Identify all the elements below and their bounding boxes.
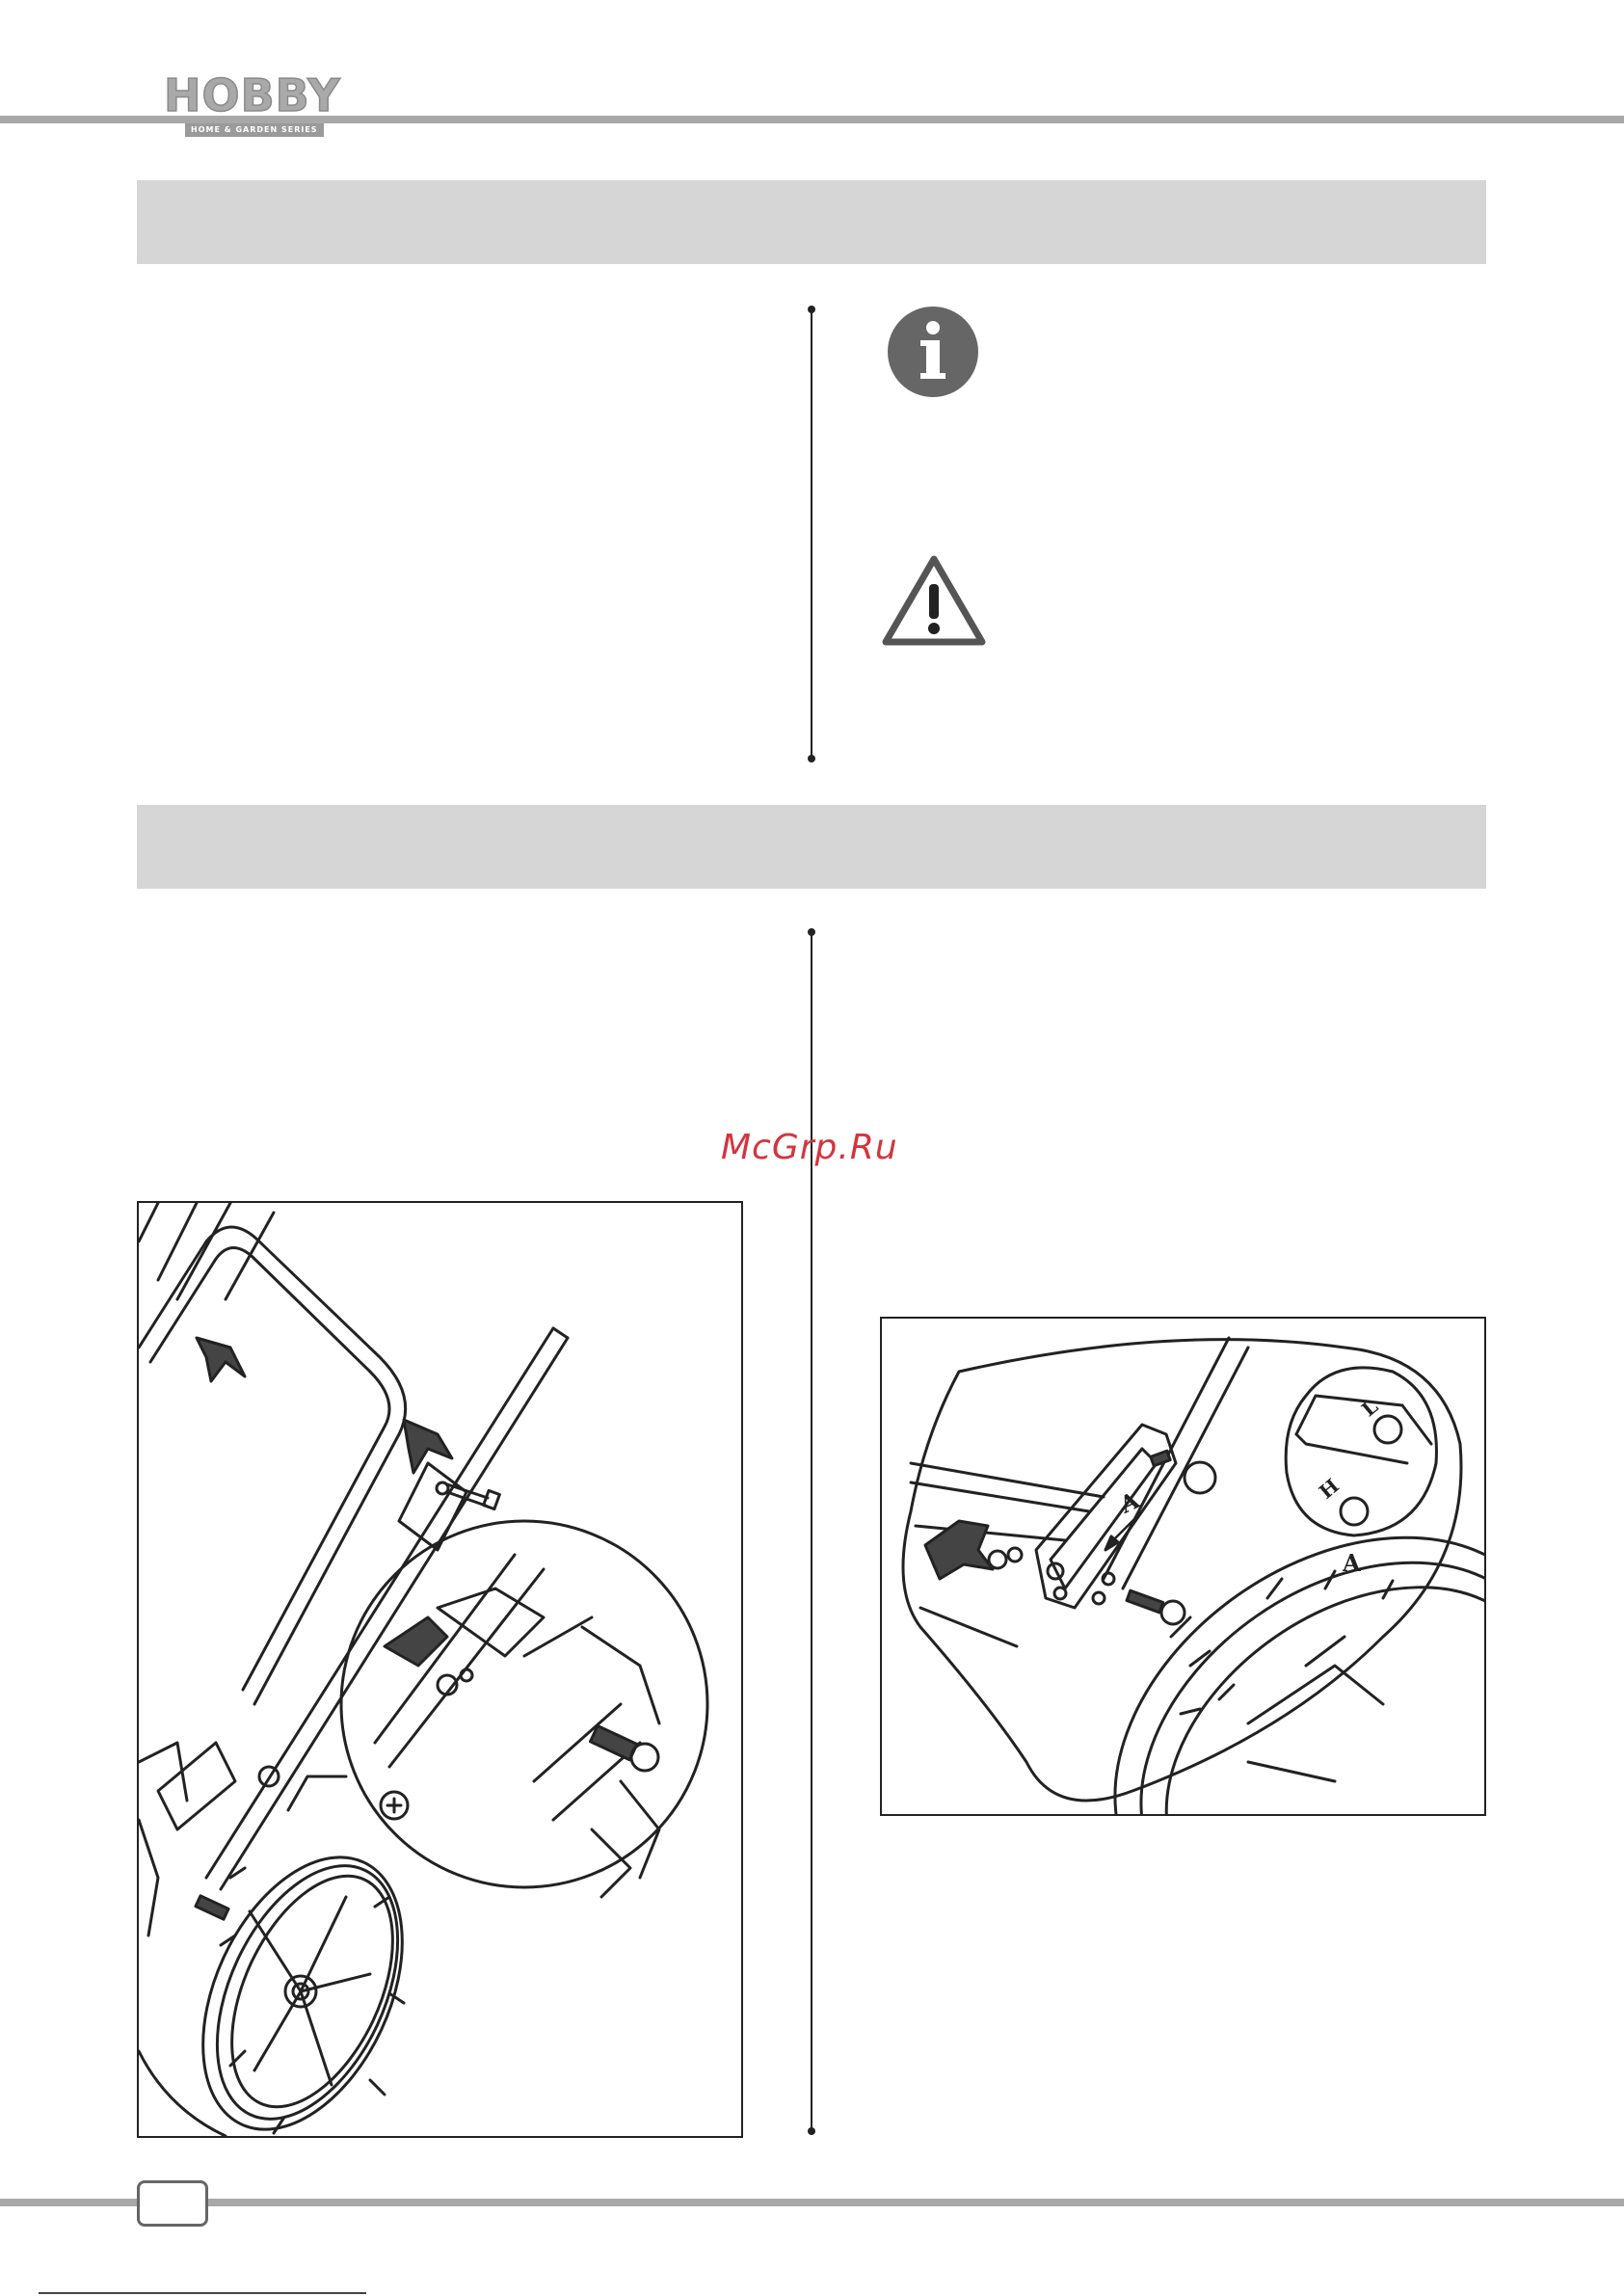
section-heading-band-1	[137, 180, 1486, 264]
brand-logo	[164, 69, 357, 137]
label-a-bracket: A	[1115, 1485, 1144, 1519]
footer-thin-rule	[39, 2292, 366, 2294]
divider-dot-bottom-2	[808, 2127, 815, 2135]
height-adjustment-drawing	[882, 1319, 1484, 1814]
divider-dot-bottom-1	[808, 755, 815, 762]
figure-height-adjustment	[880, 1317, 1486, 1816]
label-h: H	[1314, 1474, 1344, 1504]
brand-tagline: HOME & GARDEN SERIES	[185, 123, 324, 137]
handle-assembly-drawing	[139, 1203, 741, 2136]
brand-name: HOBBY	[164, 69, 341, 121]
watermark: McGrp.Ru	[721, 1128, 898, 1167]
column-divider-1	[811, 309, 812, 759]
warning-icon	[881, 553, 987, 648]
footer-rule	[0, 2199, 1624, 2206]
label-a-zoom: A	[1343, 1549, 1361, 1577]
label-l: L	[1357, 1394, 1383, 1422]
column-divider-2	[811, 932, 812, 2131]
section-heading-band-2	[137, 805, 1486, 889]
info-icon	[887, 306, 979, 398]
figure-handle-assembly	[137, 1201, 743, 2138]
page-number-box	[137, 2180, 208, 2227]
